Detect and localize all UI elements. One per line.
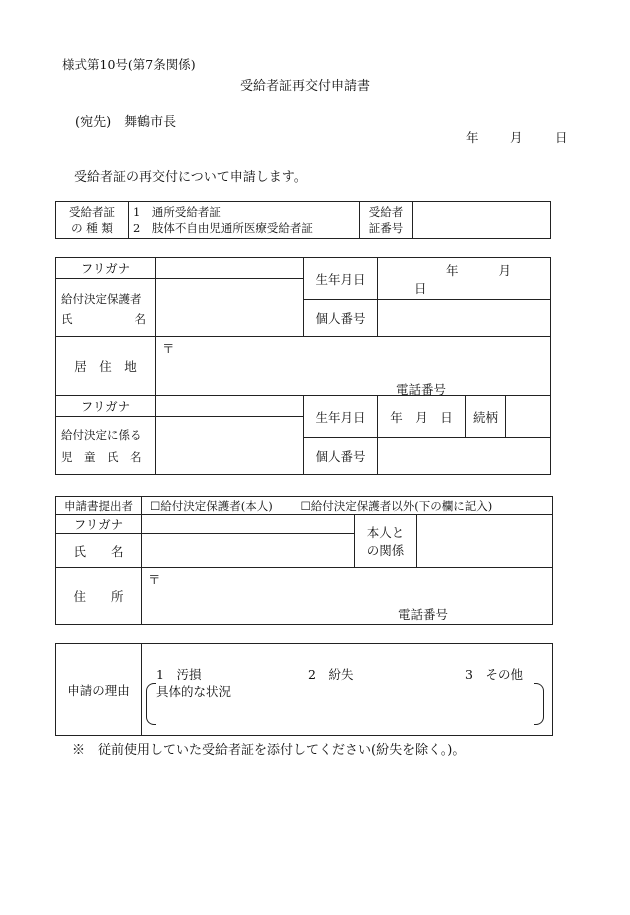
applicant-options <box>142 497 553 515</box>
applicant-postal-mark: 〒 <box>148 572 161 587</box>
cert-number-label: 受給者 証番号 <box>360 202 413 239</box>
guardian-name-field[interactable] <box>156 279 304 337</box>
form-number: 様式第10号(第7条関係) <box>62 57 196 72</box>
applicant-address-label: 住 所 <box>56 568 142 625</box>
reason-field <box>142 644 553 736</box>
date-day: 日 <box>555 130 568 145</box>
reason-table <box>55 643 553 736</box>
applicant-address-field[interactable] <box>142 568 553 625</box>
guardian-phone-label: 電話番号 <box>396 382 447 397</box>
cert-type-table <box>55 201 551 239</box>
applicant-furigana-label: フリガナ <box>56 515 142 534</box>
reason-label: 申請の理由 <box>56 644 142 736</box>
child-furigana-label: フリガナ <box>56 396 156 417</box>
applicant-option-other[interactable]: ☐給付決定保護者以外(下の欄に記入) <box>300 498 493 513</box>
cert-type-option-2[interactable]: 2 肢体不自由児通所医療受給者証 <box>133 221 313 235</box>
child-birth-label: 生年月日 <box>304 396 378 438</box>
cert-type-option-1[interactable]: 1 通所受給者証 <box>133 205 221 219</box>
guardian-address-field[interactable] <box>156 337 551 396</box>
page-title: 受給者証再交付申請書 <box>240 79 371 94</box>
guardian-birth-day: 日 <box>414 280 427 296</box>
date-month: 月 <box>510 130 523 145</box>
applicant-relation-label: 本人と の関係 <box>355 515 417 568</box>
child-id-field[interactable] <box>378 438 551 475</box>
child-name-label: 給付決定に係る 児 童 氏 名 <box>56 417 156 475</box>
reason-option-2[interactable]: 2 紛失 <box>308 667 354 682</box>
child-id-label: 個人番号 <box>304 438 378 475</box>
child-furigana-field[interactable] <box>156 396 304 417</box>
applicant-option-self[interactable]: ☐給付決定保護者(本人) <box>150 498 273 513</box>
left-bracket <box>146 683 156 725</box>
applicant-name-field[interactable] <box>142 534 355 568</box>
cert-type-label: 受給者証 の 種 類 <box>56 202 129 239</box>
applicant-name-label: 氏 名 <box>56 534 142 568</box>
child-name-field[interactable] <box>156 417 304 475</box>
applicant-label: 申請書提出者 <box>56 497 142 515</box>
guardian-child-table <box>55 257 551 475</box>
child-birth-field[interactable]: 年 月 日 <box>378 396 466 438</box>
guardian-birth-label: 生年月日 <box>304 258 378 300</box>
applicant-furigana-field[interactable] <box>142 515 355 534</box>
reason-option-3[interactable]: 3 その他 <box>465 667 523 682</box>
guardian-birth-year: 年 <box>446 262 459 278</box>
cert-type-options <box>129 202 360 239</box>
guardian-birth-field[interactable] <box>378 258 551 300</box>
applicant-phone-label: 電話番号 <box>398 607 449 622</box>
footer-note: ※ 従前使用していた受給者証を添付してください(紛失を除く。)。 <box>72 743 466 758</box>
child-relation-label: 続柄 <box>466 396 506 438</box>
right-bracket <box>534 683 544 725</box>
intro-text: 受給者証の再交付について申請します。 <box>74 170 307 185</box>
guardian-address-label: 居 住 地 <box>56 337 156 396</box>
date-year: 年 <box>466 130 479 145</box>
guardian-name-label: 給付決定保護者 氏 名 <box>56 279 156 337</box>
guardian-birth-month: 月 <box>498 262 512 278</box>
guardian-furigana-field[interactable] <box>156 258 304 279</box>
guardian-id-label: 個人番号 <box>304 300 378 337</box>
reason-option-1[interactable]: 1 汚損 <box>156 667 202 682</box>
reason-detail-label: 具体的な状況 <box>156 684 232 699</box>
applicant-table <box>55 496 553 625</box>
addressee: (宛先) 舞鶴市長 <box>75 115 177 130</box>
applicant-relation-field[interactable] <box>417 515 553 568</box>
child-relation-field[interactable] <box>506 396 551 438</box>
cert-number-field[interactable] <box>413 202 551 239</box>
guardian-id-field[interactable] <box>378 300 551 337</box>
guardian-postal-mark: 〒 <box>162 341 175 356</box>
guardian-furigana-label: フリガナ <box>56 258 156 279</box>
